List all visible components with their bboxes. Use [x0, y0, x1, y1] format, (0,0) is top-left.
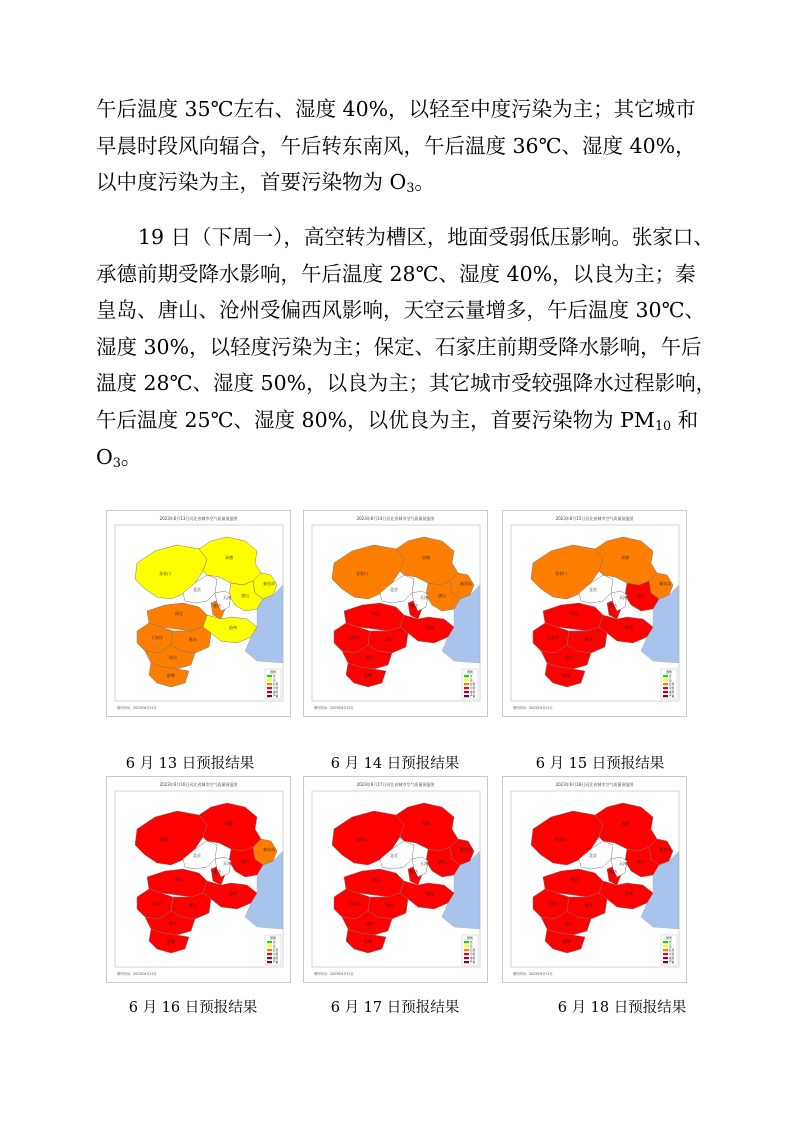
legend-swatch	[464, 957, 469, 959]
city-label: 张家口	[159, 571, 171, 576]
forecast-map	[304, 511, 487, 716]
forecast-map	[304, 777, 487, 982]
city-label: 秦皇岛	[659, 581, 671, 586]
city-label: 邢台	[366, 655, 374, 660]
legend-label: 重度	[669, 957, 675, 960]
legend-swatch	[663, 695, 668, 697]
map-caption: 6 月 14 日预报结果	[330, 756, 460, 772]
legend-swatch	[663, 961, 668, 963]
paragraph-line: 午后温度 35℃左右、湿度 40%，以轻至中度污染为主；其它城市	[96, 97, 696, 121]
legend-label: 良	[470, 945, 473, 948]
legend-swatch	[267, 949, 272, 951]
legend-label: 轻度	[470, 683, 476, 686]
legend-label: 良	[470, 679, 473, 682]
map-title: 2023年6月17日河北省城市空气质量预报图	[356, 782, 435, 787]
city-label: 沧州	[426, 891, 434, 896]
paragraph-line: 皇岛、唐山、沧州受偏西风影响，天空云量增多，午后温度 30℃、	[96, 298, 706, 323]
paragraph-line: 午后温度 25℃、湿度 80%，以优良为主，首要污染物为 $PM_{10}$ 和	[96, 407, 699, 434]
legend-swatch	[464, 679, 469, 681]
city-label: 保定	[571, 611, 579, 616]
map-caption: 6 月 16 日预报结果	[128, 1000, 258, 1016]
map-caption: 6 月 13 日预报结果	[125, 756, 255, 772]
legend-swatch	[464, 949, 469, 951]
legend-label: 优	[273, 675, 276, 678]
city-label: 邢台	[565, 921, 573, 926]
legend-swatch	[267, 695, 272, 697]
forecast-map	[107, 777, 290, 982]
map-title: 2023年6月18日河北省城市空气质量预报图	[555, 782, 634, 787]
map-footer: 制作时间：2023年6月12日	[117, 972, 157, 976]
city-label: 石家庄	[547, 901, 559, 906]
forecast-map-panel	[106, 510, 291, 717]
legend-swatch	[464, 695, 469, 697]
legend-label: 严重	[273, 961, 279, 964]
legend-swatch	[663, 679, 668, 681]
legend-swatch	[267, 961, 272, 963]
city-label: 唐山	[637, 593, 645, 598]
legend-label: 优	[470, 941, 473, 944]
city-label: 承德	[621, 821, 629, 826]
legend-swatch	[663, 949, 668, 951]
legend-label: 中度	[470, 953, 476, 956]
city-label: 承德	[422, 821, 430, 826]
forecast-map-panel	[303, 510, 488, 717]
city-label: 石家庄	[151, 901, 163, 906]
legend-swatch	[464, 675, 469, 677]
city-label: 邯郸	[364, 673, 372, 678]
city-label: 保定	[571, 877, 579, 882]
city-label: 承德	[225, 555, 233, 560]
city-label: 邯郸	[167, 673, 175, 678]
map-footer: 制作时间：2023年6月12日	[513, 706, 553, 710]
city-label: 邯郸	[563, 673, 571, 678]
legend-swatch	[267, 945, 272, 947]
legend-swatch	[267, 679, 272, 681]
city-label: 承德	[225, 821, 233, 826]
paragraph-line: 19 日（下周一），高空转为槽区，地面受弱低压影响。张家口、	[138, 225, 714, 249]
legend-label: 优	[669, 941, 672, 944]
city-label: 邢台	[366, 921, 374, 926]
city-label: 沧州	[625, 891, 633, 896]
legend-swatch	[663, 945, 668, 947]
forecast-map-panel	[502, 776, 687, 983]
city-label: 廊坊	[410, 603, 418, 608]
city-label: 衡水	[585, 637, 593, 642]
forecast-map	[503, 777, 686, 982]
city-label: 保定	[372, 877, 380, 882]
map-legend	[462, 935, 478, 965]
city-label: 天津	[619, 595, 627, 600]
legend-swatch	[267, 953, 272, 955]
city-label: 衡水	[189, 637, 197, 642]
legend-label: 重度	[470, 691, 476, 694]
legend-label: 良	[669, 679, 672, 682]
city-label: 沧州	[426, 625, 434, 630]
map-footer: 制作时间：2023年6月12日	[314, 706, 354, 710]
city-label: 张家口	[159, 837, 171, 842]
map-footer: 制作时间：2023年6月12日	[513, 972, 553, 976]
city-label: 天津	[619, 861, 627, 866]
city-label: 石家庄	[348, 635, 360, 640]
legend-label: 优	[470, 675, 473, 678]
city-label: 邯郸	[364, 939, 372, 944]
city-label: 张家口	[356, 571, 368, 576]
map-legend	[462, 669, 478, 699]
legend-swatch	[663, 683, 668, 685]
legend-swatch	[267, 687, 272, 689]
legend-swatch	[663, 957, 668, 959]
paragraph-line: 承德前期受降水影响，午后温度 28℃、湿度 40%，以良为主；秦	[96, 261, 696, 286]
map-footer: 制作时间：2023年6月12日	[314, 972, 354, 976]
forecast-map-panel	[502, 510, 687, 717]
city-label: 唐山	[241, 593, 249, 598]
legend-label: 重度	[470, 957, 476, 960]
legend-label: 中度	[273, 953, 279, 956]
city-label: 邯郸	[167, 939, 175, 944]
legend-label: 轻度	[273, 949, 279, 952]
legend-title: 图例	[270, 936, 276, 940]
legend-swatch	[663, 687, 668, 689]
legend-swatch	[267, 683, 272, 685]
legend-swatch	[464, 691, 469, 693]
map-title: 2023年6月13日河北省城市空气质量预报图	[159, 516, 238, 521]
legend-swatch	[267, 691, 272, 693]
forecast-map-panel	[303, 776, 488, 983]
city-label: 衡水	[386, 903, 394, 908]
legend-label: 重度	[669, 691, 675, 694]
city-label: 邢台	[169, 655, 177, 660]
city-label: 北京	[589, 853, 597, 858]
map-legend	[265, 935, 281, 965]
legend-label: 严重	[669, 961, 675, 964]
legend-label: 轻度	[273, 683, 279, 686]
map-legend	[661, 669, 677, 699]
legend-title: 图例	[666, 936, 672, 940]
city-label: 保定	[175, 877, 183, 882]
legend-swatch	[267, 941, 272, 943]
legend-swatch	[267, 675, 272, 677]
legend-label: 良	[273, 679, 276, 682]
city-label: 唐山	[637, 859, 645, 864]
map-title: 2023年6月14日河北省城市空气质量预报图	[356, 516, 435, 521]
city-label: 唐山	[438, 593, 446, 598]
legend-swatch	[663, 941, 668, 943]
city-label: 保定	[175, 611, 183, 616]
legend-label: 严重	[470, 695, 476, 698]
city-label: 北京	[390, 587, 398, 592]
legend-swatch	[464, 953, 469, 955]
legend-label: 严重	[273, 695, 279, 698]
paragraph-line: 温度 28℃、湿度 50%，以良为主；其它城市受较强降水过程影响，	[96, 371, 717, 396]
city-label: 廊坊	[213, 603, 221, 608]
legend-label: 中度	[470, 687, 476, 690]
city-label: 唐山	[438, 859, 446, 864]
legend-label: 良	[273, 945, 276, 948]
legend-label: 中度	[669, 687, 675, 690]
map-legend	[661, 935, 677, 965]
legend-title: 图例	[467, 670, 473, 674]
city-label: 承德	[621, 555, 629, 560]
legend-label: 轻度	[470, 949, 476, 952]
paragraph-2	[96, 219, 716, 475]
city-label: 唐山	[241, 859, 249, 864]
city-label: 廊坊	[609, 869, 617, 874]
city-label: 衡水	[386, 637, 394, 642]
legend-title: 图例	[270, 670, 276, 674]
legend-label: 重度	[273, 957, 279, 960]
city-label: 北京	[390, 853, 398, 858]
city-label: 沧州	[625, 625, 633, 630]
city-label: 邢台	[565, 655, 573, 660]
legend-swatch	[464, 683, 469, 685]
legend-title: 图例	[666, 670, 672, 674]
legend-swatch	[267, 957, 272, 959]
city-label: 沧州	[229, 891, 237, 896]
legend-label: 严重	[669, 695, 675, 698]
legend-label: 优	[273, 941, 276, 944]
city-label: 石家庄	[151, 635, 163, 640]
legend-swatch	[663, 953, 668, 955]
city-label: 承德	[422, 555, 430, 560]
legend-label: 重度	[273, 691, 279, 694]
paragraph-line: 早晨时段风向辐合，午后转东南风，午后温度 36℃、湿度 40%，	[96, 133, 696, 158]
map-title: 2023年6月16日河北省城市空气质量预报图	[159, 782, 238, 787]
legend-swatch	[464, 687, 469, 689]
legend-swatch	[663, 691, 668, 693]
city-label: 廊坊	[609, 603, 617, 608]
legend-label: 轻度	[669, 949, 675, 952]
forecast-map-panel	[106, 776, 291, 983]
map-title: 2023年6月15日河北省城市空气质量预报图	[555, 516, 634, 521]
legend-swatch	[464, 961, 469, 963]
city-label: 天津	[420, 861, 428, 866]
city-label: 北京	[193, 853, 201, 858]
city-label: 北京	[589, 587, 597, 592]
legend-swatch	[464, 941, 469, 943]
city-label: 衡水	[189, 903, 197, 908]
city-label: 天津	[223, 595, 231, 600]
city-label: 秦皇岛	[263, 581, 275, 586]
legend-swatch	[464, 945, 469, 947]
city-label: 廊坊	[410, 869, 418, 874]
map-caption: 6 月 17 日预报结果	[330, 1000, 460, 1016]
city-label: 邯郸	[563, 939, 571, 944]
city-label: 秦皇岛	[659, 847, 671, 852]
map-footer: 制作时间：2023年6月12日	[117, 706, 157, 710]
city-label: 保定	[372, 611, 380, 616]
map-caption: 6 月 18 日预报结果	[557, 1000, 687, 1016]
paragraph-line: 湿度 30%，以轻度污染为主；保定、石家庄前期受降水影响，午后	[96, 334, 702, 359]
forecast-map	[107, 511, 290, 716]
city-label: 秦皇岛	[460, 581, 472, 586]
city-label: 衡水	[585, 903, 593, 908]
city-label: 张家口	[356, 837, 368, 842]
city-label: 秦皇岛	[263, 847, 275, 852]
city-label: 石家庄	[547, 635, 559, 640]
city-label: 廊坊	[213, 869, 221, 874]
city-label: 张家口	[555, 837, 567, 842]
forecast-map	[503, 511, 686, 716]
city-label: 张家口	[555, 571, 567, 576]
city-label: 秦皇岛	[460, 847, 472, 852]
city-label: 天津	[420, 595, 428, 600]
legend-title: 图例	[467, 936, 473, 940]
map-legend	[265, 669, 281, 699]
paragraph-1	[96, 91, 716, 201]
legend-label: 优	[669, 675, 672, 678]
legend-label: 中度	[273, 687, 279, 690]
map-caption: 6 月 15 日预报结果	[535, 756, 665, 772]
city-label: 沧州	[229, 625, 237, 630]
legend-label: 严重	[470, 961, 476, 964]
legend-label: 轻度	[669, 683, 675, 686]
legend-label: 良	[669, 945, 672, 948]
legend-label: 中度	[669, 953, 675, 956]
city-label: 北京	[193, 587, 201, 592]
city-label: 邢台	[169, 921, 177, 926]
paragraph-line: $O_3$。	[96, 444, 142, 470]
city-label: 石家庄	[348, 901, 360, 906]
legend-swatch	[663, 675, 668, 677]
city-label: 天津	[223, 861, 231, 866]
paragraph-line: 以中度污染为主，首要污染物为 $O_3$。	[96, 170, 435, 196]
